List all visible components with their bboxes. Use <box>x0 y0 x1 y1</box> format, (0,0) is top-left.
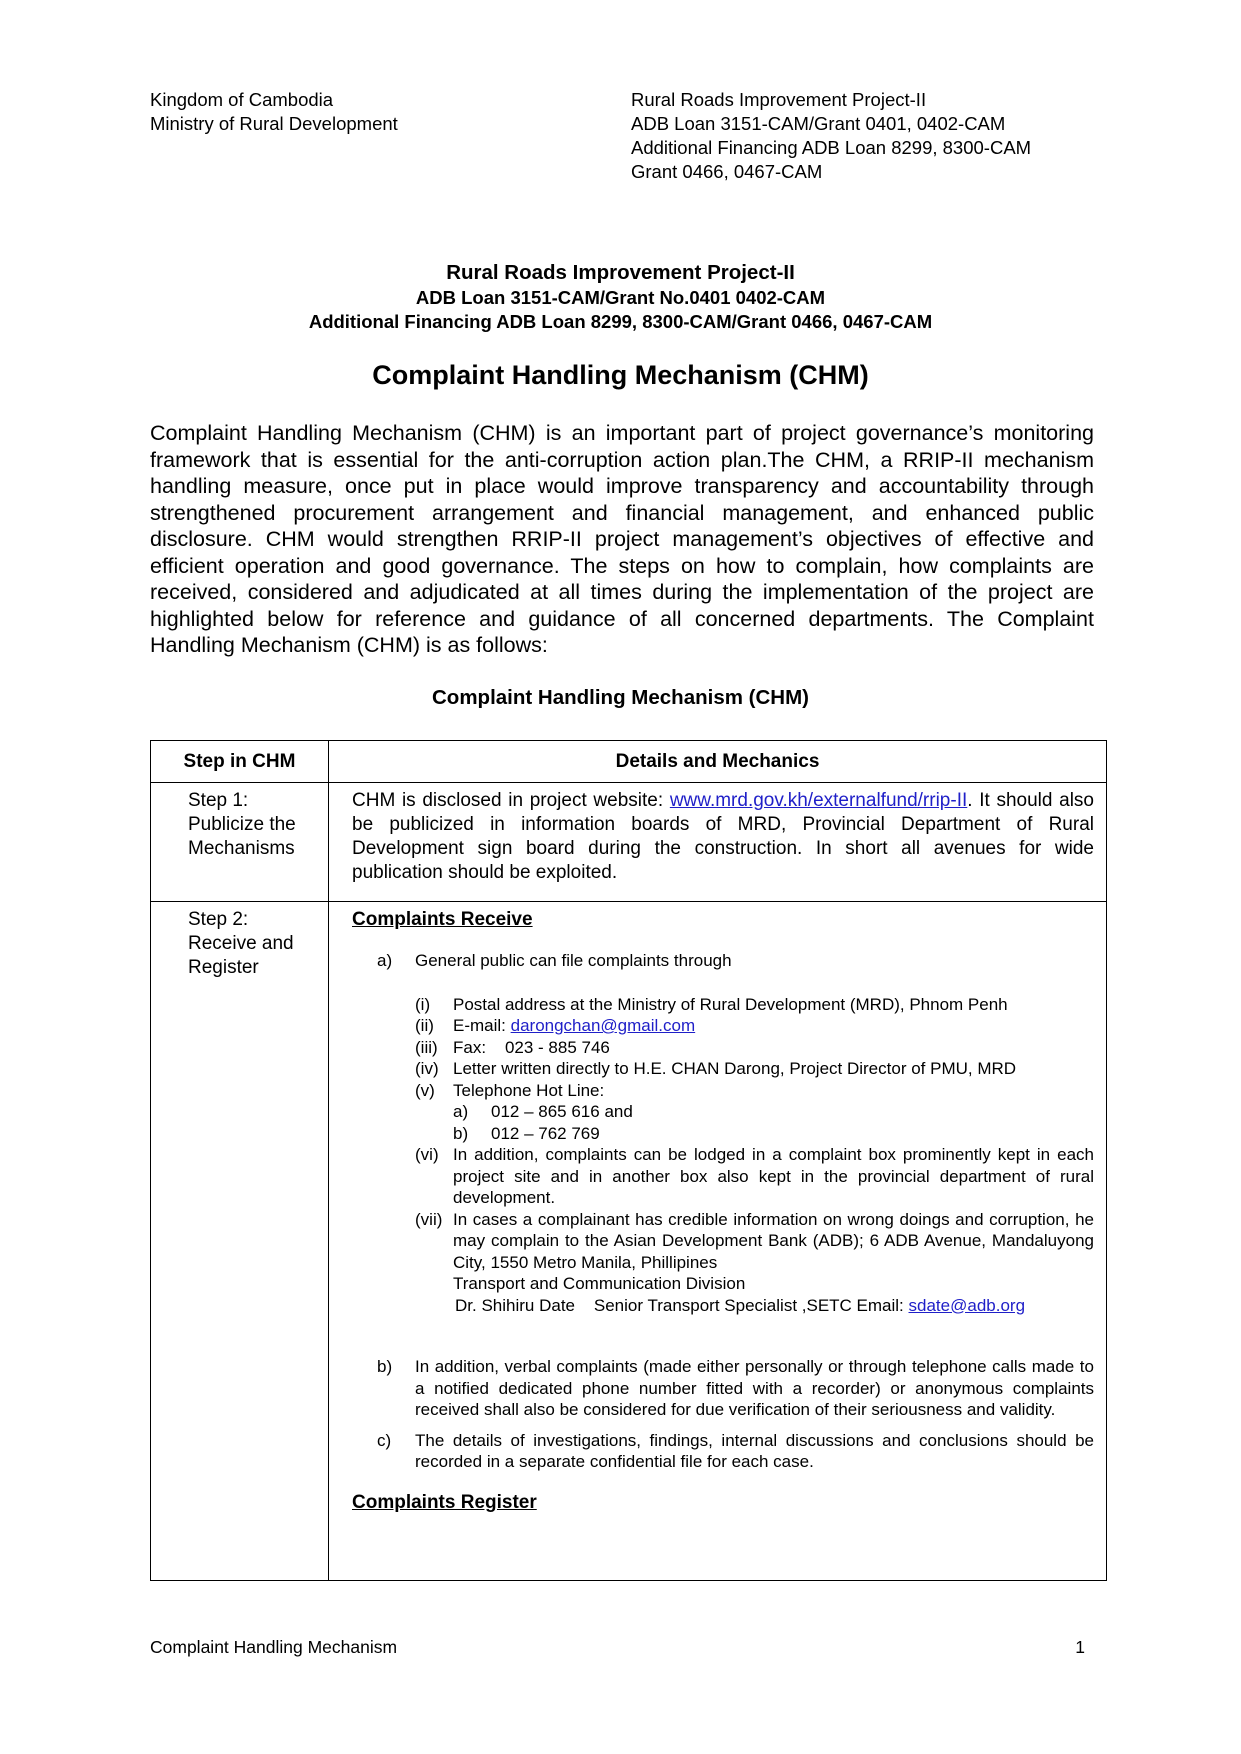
header-ministry: Ministry of Rural Development <box>150 113 398 134</box>
list-item <box>415 1080 1094 1145</box>
list-marker: (iii) <box>415 1037 438 1057</box>
hotline-number: 012 – 762 769 <box>491 1123 600 1143</box>
step-2-label <box>151 902 329 1581</box>
list-item <box>415 994 1094 1016</box>
step-label-line: Publicize the <box>188 814 296 835</box>
header-additional-financing: Additional Financing ADB Loan 8299, 8300-CAM <box>631 137 1032 158</box>
list-item-text: Telephone Hot Line: <box>453 1080 605 1100</box>
list-marker: (ii) <box>415 1016 434 1035</box>
page-number: 1 <box>1075 1637 1085 1657</box>
page-title: Complaint Handling Mechanism (CHM) <box>372 360 869 390</box>
project-title: Rural Roads Improvement Project-II <box>446 261 795 284</box>
email-link[interactable]: darongchan@gmail.com <box>510 1016 696 1035</box>
column-header-step: Step in CHM <box>151 741 329 783</box>
list-item-text: The details of investigations, findings, internal discussions and conclusions should be recorded in a separate confidential file for each case. <box>415 1430 1094 1471</box>
list-marker: b) <box>453 1123 469 1143</box>
list-item-a <box>377 950 1094 972</box>
list-item <box>415 1037 1094 1059</box>
adb-division: Transport and Communication Division <box>453 1274 746 1293</box>
table-row <box>151 902 1107 1581</box>
header-grant: Grant 0466, 0467-CAM <box>631 161 823 182</box>
list-item-text: General public can file complaints through <box>415 951 732 970</box>
complaints-register-heading: Complaints Register <box>352 1491 537 1513</box>
list-item-c <box>377 1430 1094 1473</box>
header-country: Kingdom of Cambodia <box>150 89 334 110</box>
list-item <box>415 1058 1094 1080</box>
list-marker: (v) <box>415 1080 435 1100</box>
hotline-item <box>453 1101 1094 1123</box>
list-item-text: Letter written directly to H.E. CHAN Darong, Project Director of PMU, MRD <box>453 1059 1017 1078</box>
adb-contact <box>455 1295 1094 1317</box>
header-left <box>150 88 398 136</box>
hotline-number: 012 – 865 616 and <box>491 1102 633 1121</box>
list-item-text: E-mail: <box>453 1016 511 1035</box>
list-item-text: Fax: 023 - 885 746 <box>453 1037 610 1057</box>
list-marker: (vii) <box>415 1209 443 1229</box>
table-title: Complaint Handling Mechanism (CHM) <box>432 686 809 709</box>
footer-title: Complaint Handling Mechanism <box>150 1637 398 1657</box>
project-website-link[interactable]: www.mrd.gov.kh/externalfund/rrip-II <box>669 790 968 811</box>
step-1-details <box>329 783 1107 902</box>
step-label-line: Mechanisms <box>188 838 295 859</box>
list-marker: b) <box>377 1357 393 1376</box>
list-marker: a) <box>377 951 393 970</box>
title-block <box>0 260 1241 334</box>
list-item <box>415 1015 1094 1037</box>
complaints-receive-heading: Complaints Receive <box>352 909 533 930</box>
list-marker: c) <box>377 1430 392 1450</box>
complaint-channels <box>352 950 1094 1473</box>
channel-list <box>415 994 1094 1317</box>
list-item-text: In cases a complainant has credible information on wrong doings and corruption, he may complain to the Asian Development Bank (ADB); 6 ADB Avenue, Mandaluyong City, 1550 Metro Manila, Phillipines <box>453 1209 1094 1272</box>
step-1-label <box>151 783 329 902</box>
hotline-item <box>453 1123 1094 1145</box>
project-financing-line: Additional Financing ADB Loan 8299, 8300-CAM/Grant 0466, 0467-CAM <box>308 311 933 332</box>
list-marker: (i) <box>415 994 431 1014</box>
step-label-line: Step 2: <box>188 909 249 930</box>
step-label-line: Receive and <box>188 933 294 954</box>
table-header-row <box>151 741 1107 783</box>
list-item-text: Postal address at the Ministry of Rural Development (MRD), Phnom Penh <box>453 994 1008 1014</box>
chm-table <box>150 740 1107 1581</box>
intro-paragraph: Complaint Handling Mechanism (CHM) is an important part of project governance’s monitoring framework that is essential for the anti-corruption action plan.The CHM, a RRIP-II mechanism handling measure, once put in place would improve transparency and accountability through strengthened procurement arrangement and financial management, and enhanced public disclosure. CHM would strengthen RRIP-II project management’s objectives of effective and efficient operation and good governance. The steps on how to complain, how complaints are received, considered and adjudicated at all times during the implementation of the project are highlighted below for reference and guidance of all concerned departments. The Complaint Handling Mechanism (CHM) is as follows: <box>150 421 1094 657</box>
list-marker: (iv) <box>415 1059 439 1078</box>
page-footer <box>150 1637 1085 1658</box>
adb-email-link[interactable]: sdate@adb.org <box>908 1295 1026 1315</box>
header-right <box>631 88 1031 184</box>
list-item-text: In addition, complaints can be lodged in a complaint box prominently kept in each project site and in another box also kept in the provincial department of rural development. <box>453 1145 1094 1207</box>
header-loan: ADB Loan 3151-CAM/Grant 0401, 0402-CAM <box>631 113 1006 134</box>
project-loan-line: ADB Loan 3151-CAM/Grant No.0401 0402-CAM <box>415 287 826 308</box>
table-row <box>151 783 1107 902</box>
column-header-details: Details and Mechanics <box>329 741 1107 783</box>
step-2-details <box>329 902 1107 1581</box>
step-label-line: Step 1: <box>188 790 249 811</box>
step-1-text: CHM is disclosed in project website: <box>352 790 670 811</box>
list-marker: (vi) <box>415 1145 439 1164</box>
list-item <box>415 1209 1094 1317</box>
header-project: Rural Roads Improvement Project-II <box>631 89 927 110</box>
adb-contact-text: Dr. Shihiru Date Senior Transport Specialist ,SETC Email: <box>455 1295 909 1315</box>
step-label-line: Register <box>188 957 259 978</box>
list-marker: a) <box>453 1102 469 1121</box>
list-item-text: In addition, verbal complaints (made either personally or through telephone calls made to a notified dedicated phone number fitted with a recorder) or anonymous complaints received shall also be considered for due verification of their seriousness and validity. <box>415 1357 1094 1419</box>
list-item-b <box>377 1356 1094 1421</box>
list-item <box>415 1144 1094 1209</box>
step-1-text-continued: . It should also be publicized in information boards of MRD, Provincial Department of Rural Development sign board during the construction. In short all avenues for wide publication should be exploited. <box>352 790 1094 883</box>
